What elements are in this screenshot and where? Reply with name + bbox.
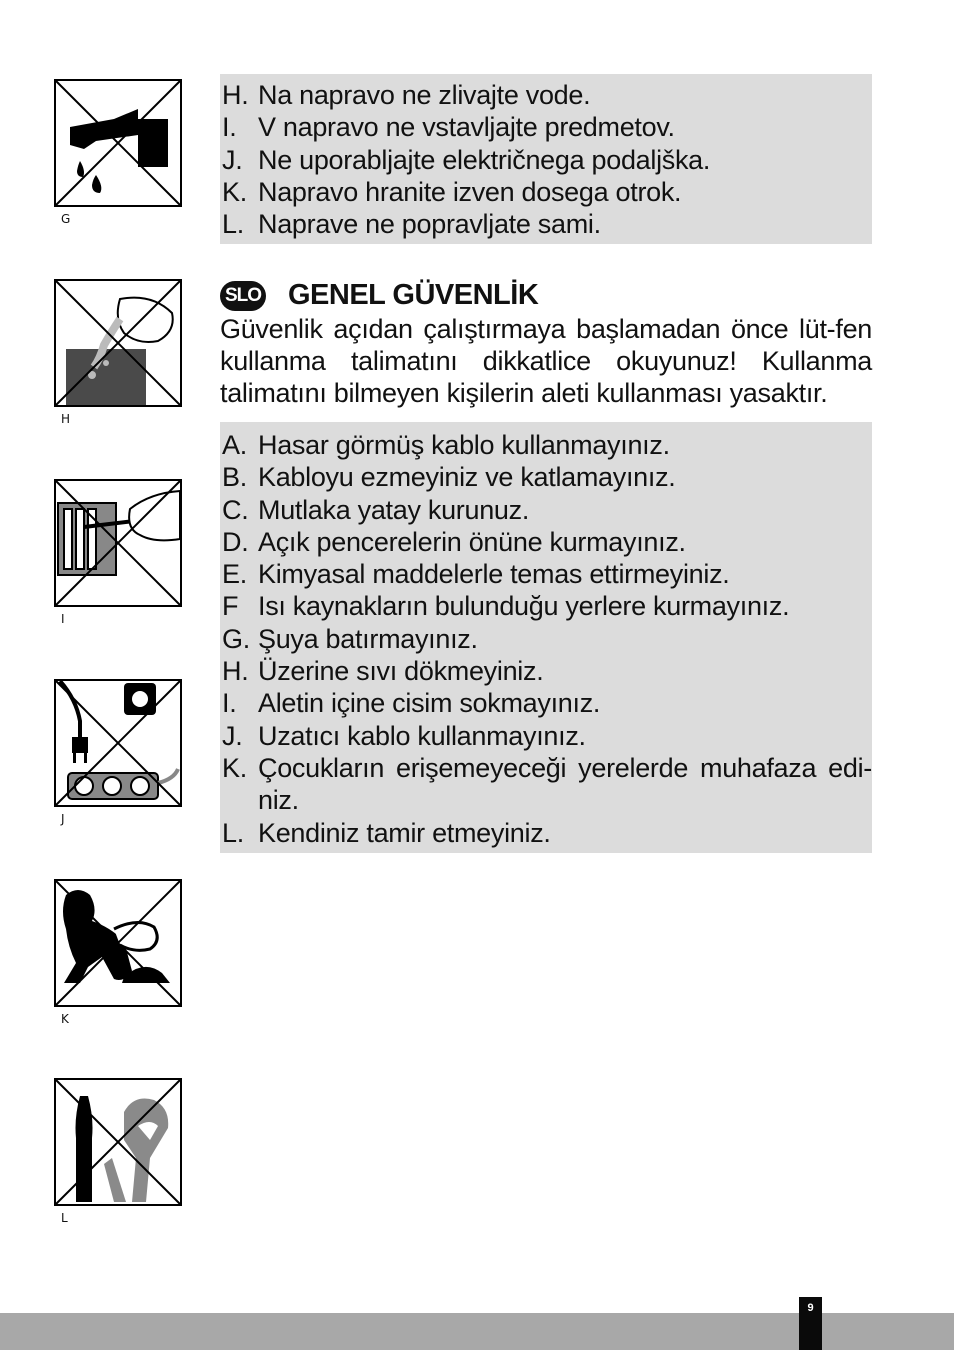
item-text: Açık pencerelerin önüne kurmayınız.: [258, 526, 686, 557]
list-item: [220, 111, 872, 143]
icon-caption-l: L: [61, 1211, 68, 1225]
list-item: [220, 590, 872, 622]
item-letter: G.: [222, 623, 250, 654]
item-text: Hasar görmüş kablo kullanmayınız.: [258, 430, 670, 460]
turkish-warning-list: [220, 422, 872, 849]
icon-caption-i: I: [61, 612, 65, 626]
list-item: [220, 176, 872, 208]
intro-paragraph: Güvenlik açıdan çalıştırmaya başlamadan önce lüt-fen kullanma talimatını dikkatlice okuyunuz! Kullanma talimatını bilmeyen kişilerin aleti kullanması yasaktır.: [220, 314, 872, 408]
item-text: Çocukların erişemeyeceği yerelerde muhafaza edi-niz.: [258, 752, 872, 816]
list-item: [220, 526, 872, 558]
item-text: Uzatıcı kablo kullanmayınız.: [258, 720, 586, 751]
item-letter: J.: [222, 144, 243, 175]
item-letter: H.: [222, 80, 249, 110]
item-text: Na napravo ne zlivajte vode.: [258, 80, 591, 110]
item-letter: I.: [222, 688, 237, 719]
extension-cord-icon: [54, 679, 182, 807]
item-text: V napravo ne vstavljajte predmetov.: [258, 112, 675, 143]
slovenian-warning-list: [220, 74, 872, 240]
item-text: Aletin içine cisim sokmayınız.: [258, 688, 601, 719]
item-text: Üzerine sıvı dökmeyiniz.: [258, 656, 544, 687]
item-letter: D.: [222, 526, 249, 557]
icon-caption-j: J: [61, 812, 65, 826]
item-letter: A.: [222, 430, 247, 460]
item-letter: I.: [222, 112, 237, 143]
item-text: Naprave ne popravljate sami.: [258, 209, 601, 240]
item-letter: K.: [222, 752, 247, 783]
list-item: [220, 687, 872, 719]
list-item: [220, 720, 872, 752]
page-number: 9: [799, 1297, 822, 1350]
list-item: [220, 208, 872, 240]
item-letter: L.: [222, 817, 244, 848]
icon-caption-k: K: [61, 1012, 69, 1026]
icon-caption-h: H: [61, 412, 71, 426]
item-letter: C.: [222, 494, 249, 525]
list-item: [220, 144, 872, 176]
list-item: [220, 558, 872, 590]
list-item: [220, 623, 872, 655]
list-item: [220, 494, 872, 526]
turkish-warning-block: [220, 422, 872, 853]
list-item: [220, 655, 872, 687]
item-letter: K.: [222, 176, 247, 207]
item-letter: J.: [222, 720, 243, 751]
item-text: Mutlaka yatay kurunuz.: [258, 494, 530, 525]
item-letter: B.: [222, 462, 247, 493]
item-letter: L.: [222, 209, 244, 240]
item-letter: H.: [222, 656, 249, 687]
item-text: Ne uporabljajte električnega podaljška.: [258, 144, 711, 175]
child-icon: [54, 879, 182, 1007]
repair-tools-icon: [54, 1078, 182, 1206]
section-heading: GENEL GÜVENLİK: [288, 279, 539, 311]
item-text: Isı kaynakların bulunduğu yerlere kurmayınız.: [258, 591, 790, 622]
list-item: [220, 817, 872, 849]
section-heading-row: [220, 279, 538, 312]
liquid-pour-icon: [54, 279, 182, 407]
item-text: Kendiniz tamir etmeyiniz.: [258, 817, 551, 848]
slovenian-warning-block: [220, 74, 872, 244]
list-item: [220, 752, 872, 817]
item-letter: E.: [222, 559, 247, 590]
item-text: Kabloyu ezmeyiniz ve katlamayınız.: [258, 462, 676, 493]
item-text: Şuya batırmayınız.: [258, 623, 478, 654]
list-item: [220, 461, 872, 493]
tap-water-icon: [54, 79, 182, 207]
list-item: [220, 429, 872, 461]
language-badge: SLO: [220, 281, 266, 311]
icon-caption-g: G: [61, 212, 71, 226]
insert-object-icon: [54, 479, 182, 607]
item-text: Kimyasal maddelerle temas ettirmeyiniz.: [258, 559, 730, 590]
item-text: Napravo hranite izven dosega otrok.: [258, 176, 682, 207]
list-item: [220, 79, 872, 111]
item-letter: F: [222, 591, 239, 622]
